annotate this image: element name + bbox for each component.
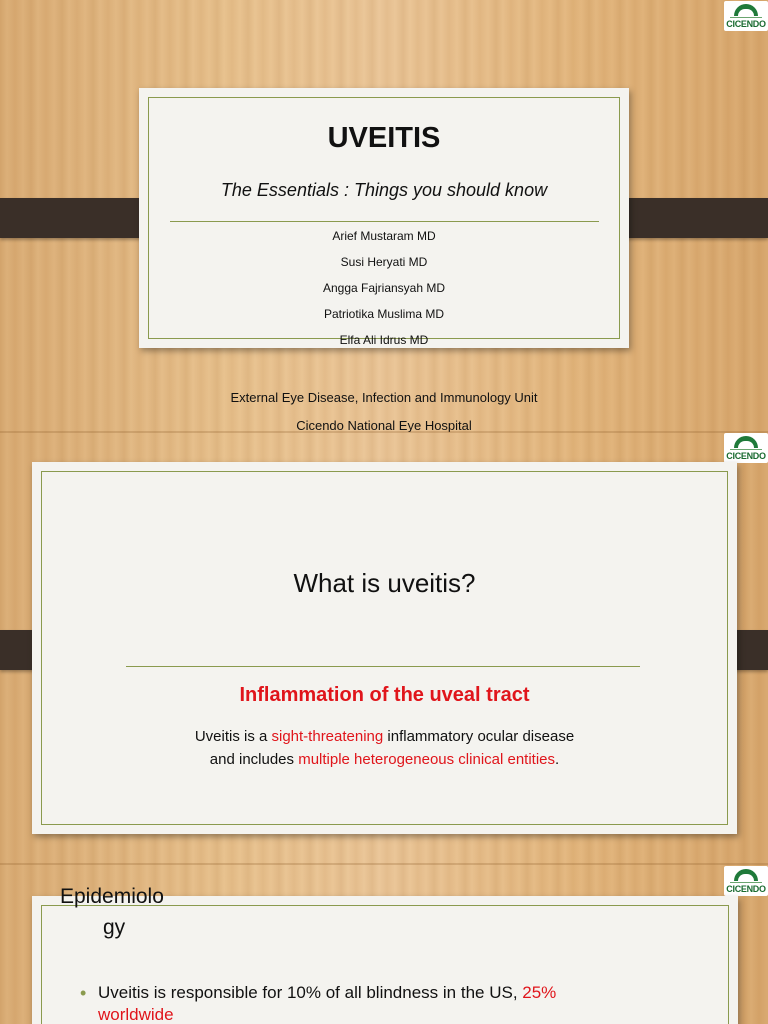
author-1: Arief Mustaram MD bbox=[332, 229, 436, 243]
slide-title-line-1: Epidemiolo bbox=[60, 885, 164, 908]
author-2: Susi Heryati MD bbox=[340, 255, 428, 269]
logo-text: CICENDO bbox=[726, 884, 766, 894]
card-frame bbox=[41, 471, 728, 825]
author-3: Angga Fajriansyah MD bbox=[322, 281, 446, 295]
slide-what-is-uveitis bbox=[0, 432, 768, 864]
right-bar bbox=[612, 198, 768, 238]
slide-title-line-2: gy bbox=[103, 916, 126, 939]
slide-title: What is uveitis? bbox=[293, 568, 476, 598]
content-card bbox=[32, 462, 737, 834]
cicendo-logo bbox=[724, 866, 768, 896]
title-card bbox=[139, 88, 629, 348]
description-line-2: and includes multiple heterogeneous clinical entities. bbox=[209, 751, 560, 768]
logo-text: CICENDO bbox=[726, 451, 766, 461]
hospital-text: Cicendo National Eye Hospital bbox=[296, 418, 472, 432]
description-line-1: Uveitis is a sight-threatening inflammatory ocular disease bbox=[194, 728, 575, 745]
highlight-sight-threatening: sight-threatening bbox=[271, 728, 384, 745]
highlight-entities: multiple heterogeneous clinical entities bbox=[298, 751, 556, 768]
unit-text: External Eye Disease, Infection and Immunology Unit bbox=[230, 390, 538, 405]
slide-title bbox=[0, 0, 768, 432]
bullet-item: • Uveitis is responsible for 10% of all blindness in the US, 25% worldwide bbox=[80, 983, 557, 1024]
logo-text: CICENDO bbox=[726, 19, 766, 29]
cicendo-logo bbox=[724, 1, 768, 31]
cicendo-logo bbox=[724, 433, 768, 463]
left-bar bbox=[0, 198, 156, 238]
bullet-icon: • bbox=[80, 983, 87, 1003]
title-rule bbox=[170, 221, 599, 222]
author-5: Elfa Ali Idrus MD bbox=[339, 333, 429, 347]
slide-epidemiology bbox=[0, 864, 768, 1024]
title-rule bbox=[126, 666, 640, 667]
author-4: Patriotika Muslima MD bbox=[323, 307, 445, 321]
definition-heading: Inflammation of the uveal tract bbox=[239, 684, 530, 706]
slide-subtitle: The Essentials : Things you should know bbox=[220, 180, 548, 200]
slide-title: UVEITIS bbox=[327, 122, 441, 154]
